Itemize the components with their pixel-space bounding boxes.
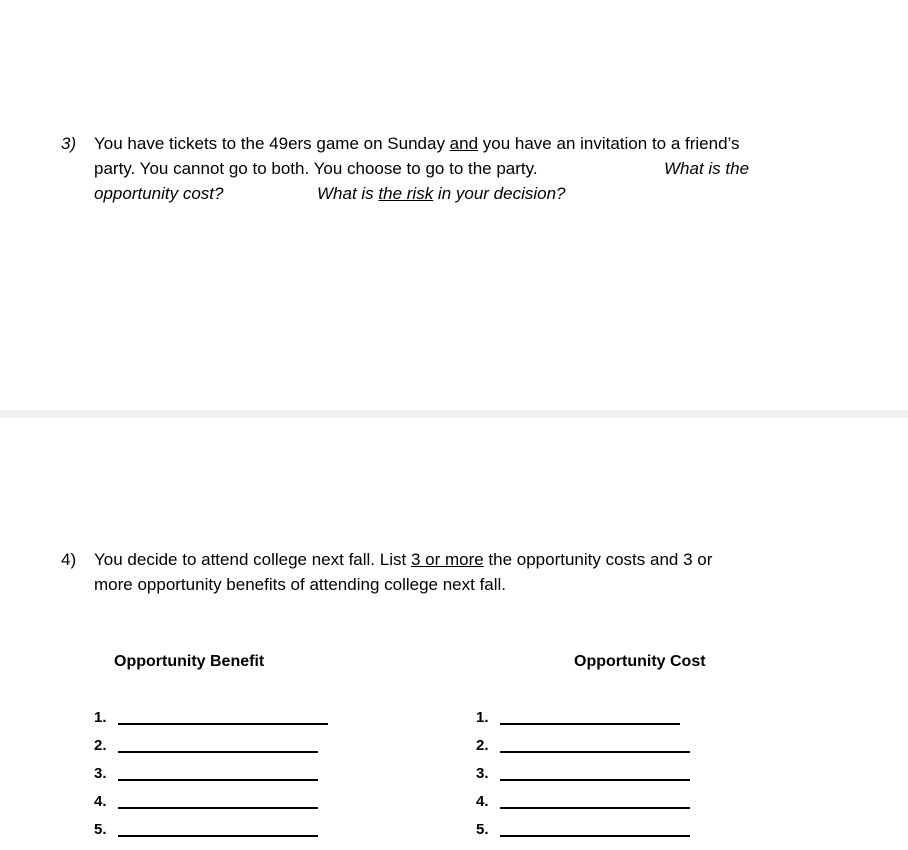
cost-item-2[interactable] <box>476 731 690 755</box>
q3-underlined-and: and <box>449 134 479 153</box>
question-3-number: 3) <box>61 134 77 153</box>
benefit-item-5[interactable] <box>94 815 318 839</box>
cost-blank-line[interactable] <box>500 819 690 837</box>
benefit-blank-line[interactable] <box>118 707 328 725</box>
benefit-number: 5. <box>94 821 107 838</box>
question-4-line-2: more opportunity benefits of attending college next fall. <box>94 575 507 594</box>
q3-what-is-the: What is the <box>664 159 750 178</box>
benefit-number: 3. <box>94 765 107 782</box>
q3-text-b: you have an invitation to a friend’s <box>478 134 740 153</box>
cost-number: 4. <box>476 793 489 810</box>
q3-line2-text: party. You cannot go to both. You choose to go to the party. <box>94 159 538 178</box>
cost-item-1[interactable] <box>476 703 680 727</box>
cost-number: 2. <box>476 737 489 754</box>
question-3-line-2 <box>94 157 538 181</box>
cost-item-3[interactable] <box>476 759 690 783</box>
benefit-blank-line[interactable] <box>118 791 318 809</box>
cost-item-4[interactable] <box>476 787 690 811</box>
opportunity-benefit-heading: Opportunity Benefit <box>114 653 265 670</box>
q3-risk-prompt <box>317 182 566 206</box>
opportunity-cost-heading: Opportunity Cost <box>574 653 706 670</box>
question-3-line-1 <box>94 132 740 156</box>
page-2 <box>0 418 908 850</box>
benefit-item-2[interactable] <box>94 731 318 755</box>
cost-item-5[interactable] <box>476 815 690 839</box>
cost-blank-line[interactable] <box>500 791 690 809</box>
benefit-item-3[interactable] <box>94 759 318 783</box>
q3-risk-a: What is <box>317 184 379 203</box>
benefit-blank-line[interactable] <box>118 819 318 837</box>
cost-number: 1. <box>476 709 489 726</box>
benefit-blank-line[interactable] <box>118 735 318 753</box>
cost-blank-line[interactable] <box>500 735 690 753</box>
q4-underlined-3-or-more: 3 or more <box>410 550 484 569</box>
benefit-number: 2. <box>94 737 107 754</box>
q4-text-b: the opportunity costs and 3 or <box>483 550 713 569</box>
page-1 <box>0 0 908 410</box>
benefit-blank-line[interactable] <box>118 763 318 781</box>
cost-blank-line[interactable] <box>500 763 690 781</box>
q3-risk-b: in your decision? <box>433 184 566 203</box>
benefit-number: 1. <box>94 709 107 726</box>
page-separator <box>0 410 908 418</box>
cost-blank-line[interactable] <box>500 707 680 725</box>
q3-text-a: You have tickets to the 49ers game on Sunday <box>94 134 450 153</box>
question-4-number: 4) <box>61 550 77 569</box>
q3-opportunity-cost-prompt: opportunity cost? <box>94 184 224 203</box>
benefit-item-4[interactable] <box>94 787 318 811</box>
benefit-number: 4. <box>94 793 107 810</box>
q4-text-a: You decide to attend college next fall. List <box>94 550 411 569</box>
cost-number: 3. <box>476 765 489 782</box>
q3-risk-underlined: the risk <box>378 184 434 203</box>
benefit-item-1[interactable] <box>94 703 328 727</box>
cost-number: 5. <box>476 821 489 838</box>
question-4-line-1 <box>94 548 712 572</box>
